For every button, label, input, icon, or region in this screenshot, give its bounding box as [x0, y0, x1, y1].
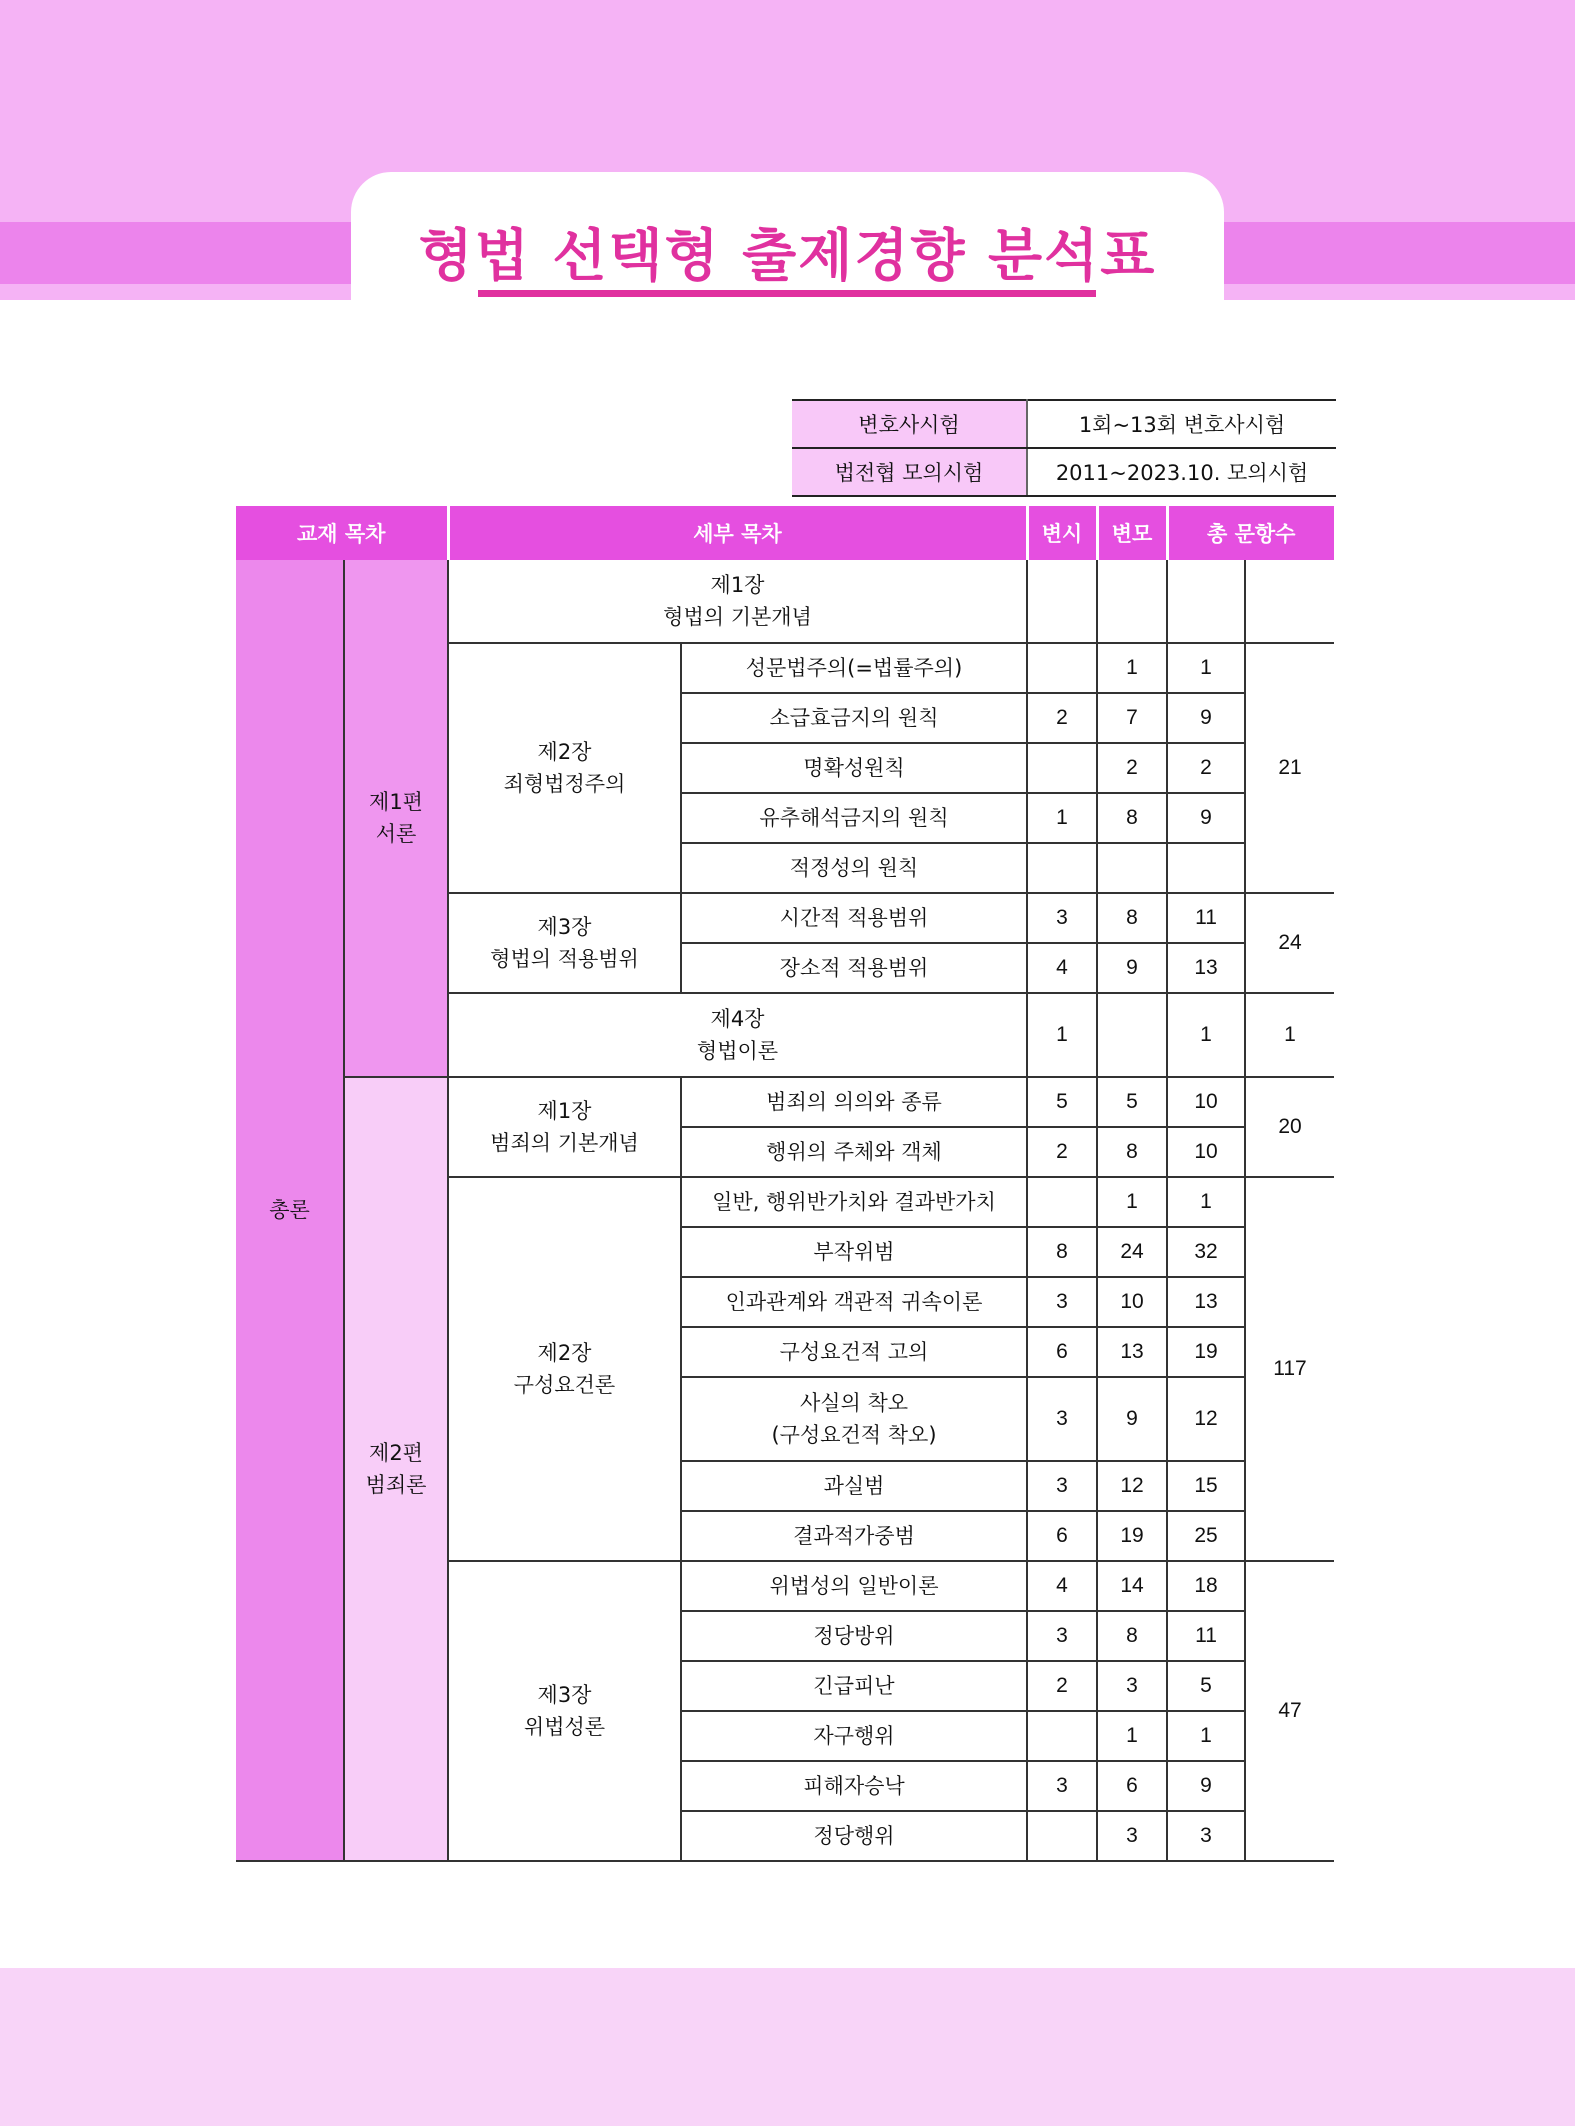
row-sum: 2 [1167, 743, 1245, 793]
row-sum: 10 [1167, 1127, 1245, 1177]
topic-label: 자구행위 [681, 1711, 1027, 1761]
chapter-total: 24 [1245, 893, 1334, 993]
topic-label: 소급효금지의 원칙 [681, 693, 1027, 743]
chapter-total: 21 [1245, 643, 1334, 893]
header-detail: 세부 목차 [448, 506, 1027, 560]
bar-count: 3 [1027, 1461, 1097, 1511]
topic-label: 피해자승낙 [681, 1761, 1027, 1811]
header-textbook: 교재 목차 [236, 506, 448, 560]
mock-count [1097, 560, 1167, 643]
row-sum: 11 [1167, 893, 1245, 943]
bar-count: 3 [1027, 1611, 1097, 1661]
header-mock-exam: 변모 [1097, 506, 1167, 560]
row-sum: 9 [1167, 793, 1245, 843]
mock-count [1097, 843, 1167, 893]
part-label: 총론 [236, 560, 344, 1861]
topic-label: 성문법주의(=법률주의) [681, 643, 1027, 693]
row-sum: 1 [1167, 993, 1245, 1077]
bar-count: 6 [1027, 1327, 1097, 1377]
topic-label: 부작위범 [681, 1227, 1027, 1277]
mock-count: 1 [1097, 643, 1167, 693]
legend-table [792, 399, 1336, 497]
mock-count: 9 [1097, 1377, 1167, 1461]
legend-value: 2011~2023.10. 모의시험 [1027, 448, 1336, 496]
bar-count: 2 [1027, 1661, 1097, 1711]
mock-count: 8 [1097, 793, 1167, 843]
mock-count: 24 [1097, 1227, 1167, 1277]
chapter-label: 제1장 형법의 기본개념 [448, 560, 1027, 643]
row-sum: 5 [1167, 1661, 1245, 1711]
section-label: 제2편 범죄론 [344, 1077, 448, 1861]
row-sum: 15 [1167, 1461, 1245, 1511]
row-sum: 11 [1167, 1611, 1245, 1661]
topic-label: 명확성원칙 [681, 743, 1027, 793]
topic-label: 정당방위 [681, 1611, 1027, 1661]
row-sum: 12 [1167, 1377, 1245, 1461]
header-total: 총 문항수 [1167, 506, 1334, 560]
bar-count [1027, 1177, 1097, 1227]
row-sum: 19 [1167, 1327, 1245, 1377]
mock-count [1097, 993, 1167, 1077]
page-title: 형법 선택형 출제경향 분석표 [418, 224, 1157, 289]
mock-count: 1 [1097, 1711, 1167, 1761]
bar-count: 4 [1027, 1561, 1097, 1611]
mock-count: 8 [1097, 893, 1167, 943]
topic-label: 시간적 적용범위 [681, 893, 1027, 943]
row-sum: 32 [1167, 1227, 1245, 1277]
chapter-label: 제3장 형법의 적용범위 [448, 893, 681, 993]
topic-label: 결과적가중범 [681, 1511, 1027, 1561]
chapter-total: 47 [1245, 1561, 1334, 1861]
bar-count: 3 [1027, 1377, 1097, 1461]
row-sum: 25 [1167, 1511, 1245, 1561]
chapter-label: 제1장 범죄의 기본개념 [448, 1077, 681, 1177]
topic-label: 일반, 행위반가치와 결과반가치 [681, 1177, 1027, 1227]
chapter-total: 1 [1245, 993, 1334, 1077]
section-label: 제1편 서론 [344, 560, 448, 1077]
mock-count: 8 [1097, 1127, 1167, 1177]
mock-count: 14 [1097, 1561, 1167, 1611]
bar-count: 3 [1027, 893, 1097, 943]
mock-count: 1 [1097, 1177, 1167, 1227]
row-sum: 13 [1167, 943, 1245, 993]
topic-label: 행위의 주체와 객체 [681, 1127, 1027, 1177]
bar-count [1027, 1711, 1097, 1761]
row-sum [1167, 843, 1245, 893]
mock-count: 19 [1097, 1511, 1167, 1561]
chapter-total: 20 [1245, 1077, 1334, 1177]
bar-count: 3 [1027, 1761, 1097, 1811]
analysis-table [236, 506, 1334, 1862]
legend-row [792, 400, 1336, 448]
bar-count: 8 [1027, 1227, 1097, 1277]
topic-label: 적정성의 원칙 [681, 843, 1027, 893]
bar-count [1027, 643, 1097, 693]
bar-count [1027, 743, 1097, 793]
bar-count: 3 [1027, 1277, 1097, 1327]
mock-count: 9 [1097, 943, 1167, 993]
table-row [236, 560, 1334, 643]
chapter-total [1245, 560, 1334, 643]
chapter-label: 제2장 죄형법정주의 [448, 643, 681, 893]
bar-count [1027, 843, 1097, 893]
header-row [236, 506, 1334, 560]
mock-count: 6 [1097, 1761, 1167, 1811]
bar-count: 5 [1027, 1077, 1097, 1127]
legend-value: 1회~13회 변호사시험 [1027, 400, 1336, 448]
row-sum: 9 [1167, 1761, 1245, 1811]
bar-count: 1 [1027, 993, 1097, 1077]
bar-count: 6 [1027, 1511, 1097, 1561]
mock-count: 13 [1097, 1327, 1167, 1377]
bar-count [1027, 560, 1097, 643]
table-row [236, 1077, 1334, 1127]
bar-count: 2 [1027, 693, 1097, 743]
topic-label: 장소적 적용범위 [681, 943, 1027, 993]
topic-label: 정당행위 [681, 1811, 1027, 1861]
chapter-label: 제4장 형법이론 [448, 993, 1027, 1077]
bar-count [1027, 1811, 1097, 1861]
row-sum: 18 [1167, 1561, 1245, 1611]
chapter-label: 제3장 위법성론 [448, 1561, 681, 1861]
row-sum [1167, 560, 1245, 643]
chapter-total: 117 [1245, 1177, 1334, 1561]
topic-label: 범죄의 의의와 종류 [681, 1077, 1027, 1127]
topic-label: 과실범 [681, 1461, 1027, 1511]
mock-count: 3 [1097, 1661, 1167, 1711]
row-sum: 1 [1167, 1711, 1245, 1761]
chapter-label: 제2장 구성요건론 [448, 1177, 681, 1561]
legend-key: 변호사시험 [792, 400, 1027, 448]
title-underline [478, 290, 1096, 297]
mock-count: 10 [1097, 1277, 1167, 1327]
footer-band [0, 1968, 1575, 2126]
mock-count: 3 [1097, 1811, 1167, 1861]
row-sum: 10 [1167, 1077, 1245, 1127]
mock-count: 8 [1097, 1611, 1167, 1661]
header-bar-exam: 변시 [1027, 506, 1097, 560]
bar-count: 4 [1027, 943, 1097, 993]
mock-count: 12 [1097, 1461, 1167, 1511]
row-sum: 1 [1167, 1177, 1245, 1227]
legend-row [792, 448, 1336, 496]
topic-label: 위법성의 일반이론 [681, 1561, 1027, 1611]
row-sum: 13 [1167, 1277, 1245, 1327]
row-sum: 9 [1167, 693, 1245, 743]
topic-label: 인과관계와 객관적 귀속이론 [681, 1277, 1027, 1327]
topic-label: 유추해석금지의 원칙 [681, 793, 1027, 843]
mock-count: 2 [1097, 743, 1167, 793]
topic-label: 구성요건적 고의 [681, 1327, 1027, 1377]
row-sum: 1 [1167, 643, 1245, 693]
topic-label: 사실의 착오 (구성요건적 착오) [681, 1377, 1027, 1461]
bar-count: 1 [1027, 793, 1097, 843]
mock-count: 5 [1097, 1077, 1167, 1127]
legend-key: 법전협 모의시험 [792, 448, 1027, 496]
bar-count: 2 [1027, 1127, 1097, 1177]
row-sum: 3 [1167, 1811, 1245, 1861]
mock-count: 7 [1097, 693, 1167, 743]
topic-label: 긴급피난 [681, 1661, 1027, 1711]
